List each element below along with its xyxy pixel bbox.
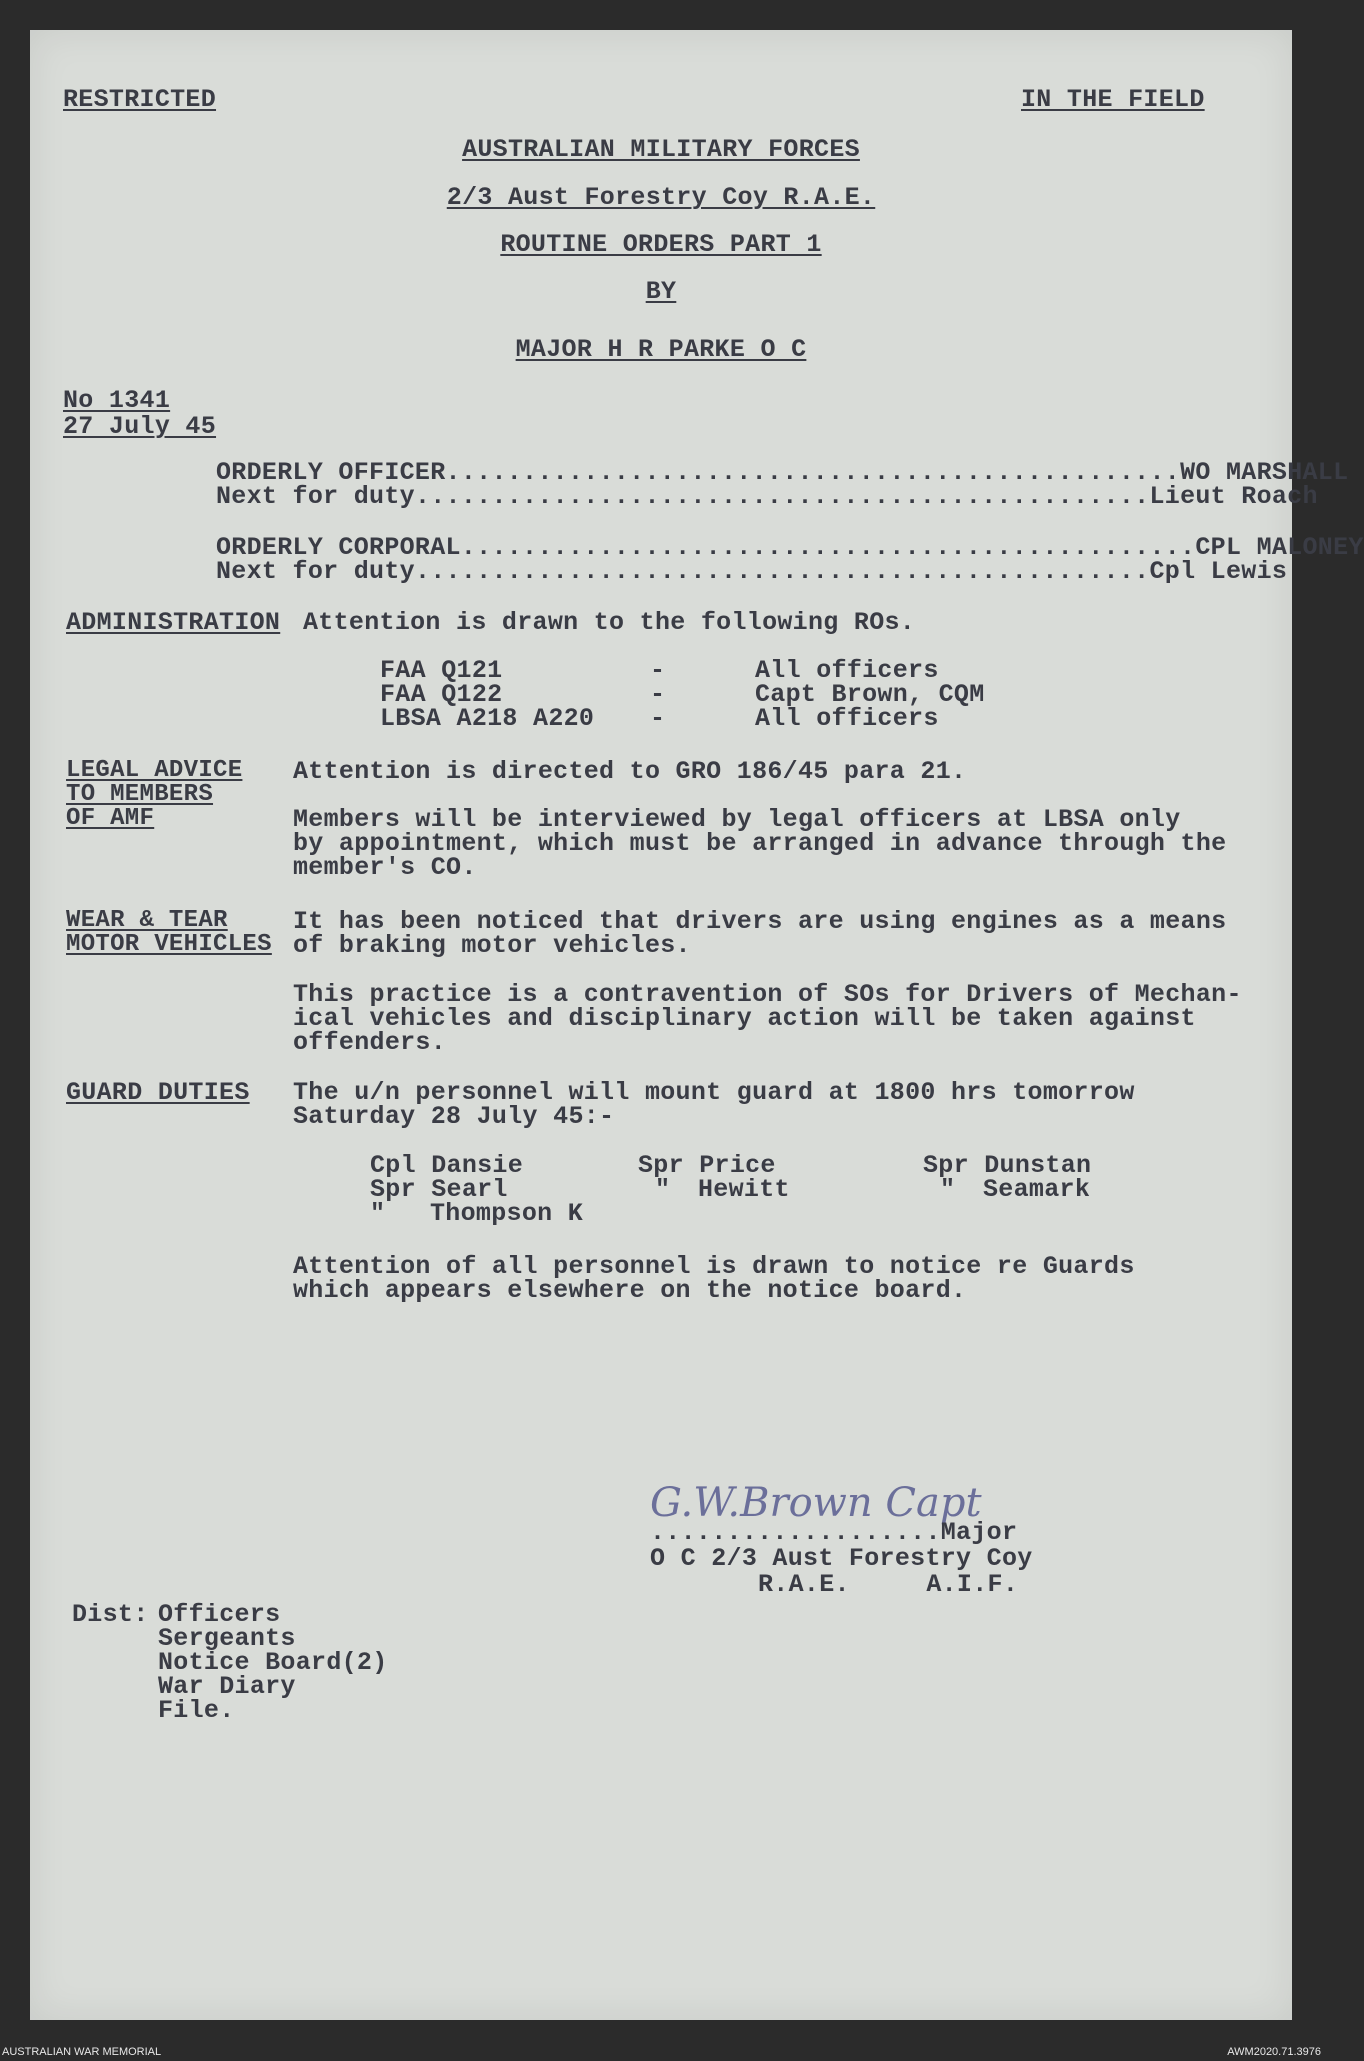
order-date: 27 July 45: [63, 412, 217, 441]
ditto-mark: ": [940, 1175, 956, 1204]
legal-paragraph-2-line: Members will be interviewed by legal officers at LBSA only: [293, 805, 1181, 834]
orderly-officer-value: WO MARSHALL: [1180, 458, 1349, 487]
handwritten-signature: G.W.Brown Capt: [650, 1480, 982, 1526]
guard-name: Spr Dunstan: [923, 1151, 1092, 1180]
corporal-next-line: [216, 557, 1288, 586]
ro-recipient: All officers: [755, 704, 939, 733]
distribution-item: Officers: [158, 1600, 281, 1629]
wear-paragraph-2-line: This practice is a contravention of SOs for Drivers of Mechan-: [293, 980, 1242, 1009]
ro-dash: -: [650, 656, 666, 685]
corporal-next-value: Cpl Lewis: [1149, 557, 1288, 586]
wear-paragraph-2-line: ical vehicles and disciplinary action will be taken against: [293, 1004, 1196, 1033]
ro-ref: LBSA A218 A220: [380, 704, 595, 733]
dot-leader: ................................................: [460, 533, 1196, 562]
wear-heading-line: MOTOR VEHICLES: [66, 931, 272, 958]
dot-leader: ................................................: [445, 458, 1181, 487]
ro-recipient: Capt Brown, CQM: [755, 680, 985, 709]
legal-heading-line: OF AMF: [66, 805, 155, 832]
signature-corps: R.A.E. A.I.F.: [758, 1570, 1019, 1599]
distribution-item: War Diary: [158, 1672, 296, 1701]
corporal-next-label: Next for duty: [216, 557, 415, 586]
ro-ref: FAA Q121: [380, 656, 503, 685]
wear-paragraph-1-line: It has been noticed that drivers are using engines as a means: [293, 907, 1227, 936]
orderly-corporal-value: CPL MALONEY: [1195, 533, 1364, 562]
administration-heading: ADMINISTRATION: [66, 608, 281, 637]
guard-name: Thompson K: [430, 1199, 584, 1228]
wear-paragraph-1-line: of braking motor vehicles.: [293, 931, 691, 960]
distribution-item: File.: [158, 1696, 235, 1725]
ro-recipient: All officers: [755, 656, 939, 685]
wear-paragraph-2-line: offenders.: [293, 1028, 447, 1057]
legal-paragraph-2-line: member's CO.: [293, 853, 477, 882]
title-unit: 2/3 Aust Forestry Coy R.A.E.: [446, 183, 876, 212]
orderly-corporal-label: ORDERLY CORPORAL: [216, 533, 461, 562]
guard-paragraph-2-line: which appears elsewhere on the notice board.: [293, 1276, 967, 1305]
guard-paragraph-1-line: The u/n personnel will mount guard at 1800 hrs tomorrow: [293, 1078, 1135, 1107]
document-page: [30, 30, 1364, 2020]
archive-caption-left: AUSTRALIAN WAR MEMORIAL: [2, 2046, 162, 2058]
ro-dash: -: [650, 680, 666, 709]
orderly-officer-label: ORDERLY OFFICER: [216, 458, 446, 487]
guard-paragraph-1-line: Saturday 28 July 45:-: [293, 1102, 615, 1131]
dot-leader: ................................................: [414, 482, 1150, 511]
guard-name: Spr Searl: [370, 1175, 508, 1204]
wear-heading-line: WEAR & TEAR: [66, 907, 228, 934]
legal-heading-line: LEGAL ADVICE: [66, 757, 243, 784]
legal-paragraph-2-line: by appointment, which must be arranged in advance through the: [293, 829, 1227, 858]
distribution-item: Notice Board(2): [158, 1648, 388, 1677]
legal-heading-line: TO MEMBERS: [66, 781, 214, 808]
legal-paragraph-1: Attention is directed to GRO 186/45 para 21.: [293, 757, 967, 786]
officer-next-line: [216, 482, 1318, 511]
title-by: BY: [645, 277, 677, 306]
title-orders: ROUTINE ORDERS PART 1: [500, 230, 822, 259]
signature-title: O C 2/3 Aust Forestry Coy: [650, 1544, 1033, 1573]
guard-heading: GUARD DUTIES: [66, 1078, 250, 1107]
officer-next-value: Lieut Roach: [1149, 482, 1318, 511]
officer-next-label: Next for duty: [216, 482, 415, 511]
guard-name: Hewitt: [698, 1175, 790, 1204]
ro-dash: -: [650, 704, 666, 733]
dot-leader: ................................................: [414, 557, 1150, 586]
distribution-label: Dist:: [72, 1600, 149, 1629]
title-issuer: MAJOR H R PARKE O C: [515, 335, 807, 364]
signature-line: ...................Major: [650, 1518, 1018, 1547]
guard-name: Cpl Dansie: [370, 1151, 524, 1180]
guard-paragraph-2-line: Attention of all personnel is drawn to notice re Guards: [293, 1252, 1135, 1281]
guard-name: Spr Price: [638, 1151, 776, 1180]
ditto-mark: ": [370, 1199, 386, 1228]
archive-caption-right: AWM2020.71.3976: [1227, 2046, 1321, 2058]
in-the-field-label: IN THE FIELD: [1021, 85, 1205, 114]
administration-text: Attention is drawn to the following ROs.: [303, 608, 916, 637]
ditto-mark: ": [655, 1175, 671, 1204]
restricted-label: RESTRICTED: [63, 85, 217, 114]
order-number: No 1341: [63, 386, 171, 415]
title-forces: AUSTRALIAN MILITARY FORCES: [462, 135, 860, 164]
distribution-item: Sergeants: [158, 1624, 296, 1653]
guard-name: Seamark: [983, 1175, 1091, 1204]
ro-ref: FAA Q122: [380, 680, 503, 709]
